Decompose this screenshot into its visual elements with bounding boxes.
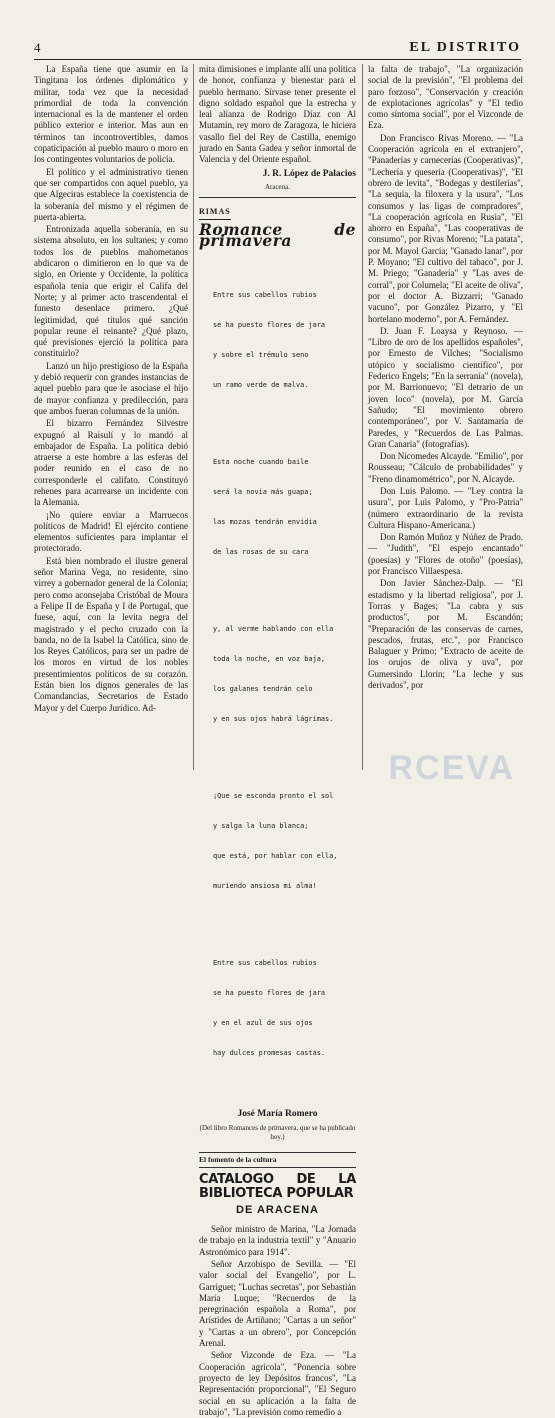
poem-line: de las rosas de su cara (213, 548, 309, 557)
page-header (34, 38, 521, 56)
poem-line: las mozas tendrán envidia (213, 518, 317, 527)
column-2 (199, 64, 356, 1417)
poem-line: muriendo ansiosa mi alma! (213, 882, 317, 891)
header-rule (34, 59, 521, 60)
archive-watermark: RCEVA (388, 749, 515, 787)
poem-line: Entre sus cabellos rubios (213, 291, 317, 300)
poem-line: hay dulces promesas castas. (213, 1049, 326, 1058)
poem-body (199, 250, 356, 1105)
article-paragraph: ¡No quiere enviar a Marruecos políticos de Madrid! El ejército contiene elementos suficientes para implantar el protectorado. (34, 509, 188, 554)
article-paragraph: La España tiene que asumir en la Tingitana los órdenes diplomático y militar, toda vez que la necesidad primordial de toda la convención internacional es la de mantener el orden público exterior e interior. Mas aun en términos tan incontrovertibles, damos copaticipación al pueblo mauro o moro en los contingentes voluntarios de policía. (34, 64, 188, 165)
poem-stanza (213, 270, 356, 410)
poem-stanza (213, 938, 356, 1078)
article-continuation: mita dimisiones e implante allí una política de honor, confianza y bienestar para el pueblo hermano. Sírvase tener presente el digno soldado español que la estrecha y leal alianza de Rodrigo Díaz con Al Mutamin, rey moro de Zaragoza, le hiciera vasallo fiel del Rey de Castilla, enemigo jurado en Santa Gadea y señor inmortal de Valencia y del Oriente español. (199, 64, 356, 165)
article-location: Aracena. (264, 182, 291, 191)
column-separator-1 (193, 64, 194, 770)
poem-line: ¡Que se esconda pronto el sol (213, 792, 334, 801)
column-1 (34, 64, 188, 770)
poem-line: Esta noche cuando baile (213, 458, 309, 467)
poem-note: (Del libro Romances de primavera, que se ha publicado hoy.) (199, 1124, 356, 1142)
catalog-title: CATALOGO DE LA BIBLIOTECA POPULAR (199, 1171, 356, 1201)
catalog-paragraph: D. Juan F. Loaysa y Reynoso. — "Libro de oro de los apellidos españoles", por Ernesto de Vilches; "Socialismo utópico y socialismo científico", por Federico Engels; "En la serranía" (novela), por M. Barrionuevo; "El detrario de un joven loco" (novela), por M. García Sañudo; "El movimiento obrero contemporáneo", por V. Santamaría de Paredes, y "Recuerdos de Las Palmas. Gran Canaria" (fotografías). (368, 325, 523, 449)
column-separator-2 (362, 64, 363, 770)
catalog-paragraph: Don Luis Palomo. — "Ley contra la usura", por Luis Palomo, y "Pro-Patria" (número extraordinario de la revista Cultura Hispano-Americana.) (368, 485, 523, 530)
catalog-paragraph: Don Javier Sánchez-Dalp. — "El estadismo y la libertad religiosa", por J. Torras y Bages; "La cabra y sus productos", por M. Escandón; "Preparación de las conservas de carnes, pescados, frutas, etc.", por Francisco Balaguer y Primo; "Extracto de aceite de los orujos de oliva y uva", por Gumersindo Llorín; "La leche y sus derivados", por (368, 578, 523, 691)
poem-line: y salga la luna blanca; (213, 822, 309, 831)
poem-line: se ha puesto flores de jara (213, 989, 326, 998)
catalog-paragraph: Don Francisco Rivas Moreno. — "La Cooperación agrícola en el extranjero", "Panaderías y carnecerías (Cooperativas)", "Lechería y quesería (Cooperativas)", "El obrero de levita", "Bodegas y destilerías", "La sequía, la filoxera y la usura", "Los consumos y las ligas de compradores", "La cooperación agrícola en Rusia", "El ahorro en España", "Las cooperativas de consumo", por Rivas Moreno; "La patata", por M. Mayol García; "Ganado lanar", por P. Moyano; "El cultivo del tabaco", por J. M. Priego; "Ganadería" y "Las aves de corral", por Columela; "El aceite de oliva", por el doctor A. Bizzarri; "Ganado vacuno", por González Pizarro, y "El hortelano moderno", por A. Fernández. (368, 132, 523, 324)
section-label-fomento: El fomento de la cultura (199, 1152, 356, 1167)
poem-line: que está, por hablar con ella, (213, 852, 338, 861)
poem-stanza (213, 604, 356, 744)
page-number: 4 (34, 40, 41, 55)
poem-title: Romance de primavera (199, 219, 356, 250)
poem-line: será la novia más guapa; (213, 488, 313, 497)
catalog-paragraph: Don Ramón Muñoz y Núñez de Prado. — "Judith", "El espejo encantado" (poesías) y "Flores de otoño" (poesías), por Francisco Villaespesa. (368, 532, 523, 577)
article-signature: J. R. López de Palacios (262, 168, 356, 179)
catalog-paragraph: Señor Vizconde de Eza. — "La Cooperación agrícola", "Ponencia sobre proyecto de ley Depósitos francos", "La Representación proporcional", "El Seguro social en su aplicación a la falta de trabajo", "La previsión como remedio a (199, 1350, 356, 1417)
poem-line: y en sus ojos habrá lágrimas. (213, 715, 334, 724)
poem-signature: José María Romero (237, 1109, 318, 1120)
catalog-paragraph: Señor Arzobispo de Sevilla. — "El valor social del Evangelio", por L. Garriguet; "Luchas secretas", por Sebastián María Luque; "Recuerdos de la peregrinación española a Roma", por Arístides de Artiñano; "Cartas a un señor" y "Cartas a un obrero", por Concepción Arenal. (199, 1258, 356, 1349)
section-label-rimas: RIMAS (199, 206, 231, 219)
divider (199, 197, 356, 198)
article-paragraph: El bizarro Fernández Silvestre expugnó al Raisulí y lo mandó al embajador de España. La política debió atraerse a este hombre a las esferas del poder reunido en el caso de no corresponderle el califato. Constituyó rehenes para acarrearse un incidente con la Alemania. (34, 418, 188, 508)
poem-line: un ramo verde de malva. (213, 381, 309, 390)
poem-line: se ha puesto flores de jara (213, 321, 326, 330)
poem-line: y en el azul de sus ojos (213, 1019, 313, 1028)
catalog-paragraph: Don Nicomedes Alcayde. "Emilio", por Rousseau; "Cálculo de probabilidades" y "Freno dinamométrico", por N. Alcayde. (368, 451, 523, 484)
poem-line: y sobre el trémulo seno (213, 351, 309, 360)
poem-line: toda la noche, en voz baja, (213, 655, 326, 664)
publication-title: EL DISTRITO (409, 40, 521, 55)
poem-stanza (213, 437, 356, 577)
catalog-subtitle: DE ARACENA (236, 1203, 319, 1216)
catalog-paragraph: la falta de trabajo", "La organización social de la previsión", "El problema del paro forzoso", "Conservación y creación de explotaciones agrícolas" y "El tedio como síntoma social", por el Vizconde de Eza. (368, 64, 523, 131)
article-paragraph: Entronizada aquella soberanía, en su sistema absoluto, en los sultanes; y como todos los de pueblos mahometanos abdicaron o dimitieron en lo que va de siglo, en Oriente y Occidente, la política española tenía que erigir el Califa del Norte; y al primer acto trascendental el funesto desenlace primero. ¿Qué legitimidad, qué títulos qué sanción popular reune el reinante? ¿Qué plazo, qué previsiones ejerció la política para constituirlo? (34, 224, 188, 359)
article-paragraph: El político y el administrativo tienen que ser compartidos con aquel pueblo, ya que Algeciras establece la coexistencia de la soberanía del mismo y el régimen de puerta-abierta. (34, 166, 188, 222)
poem-stanza (213, 771, 356, 911)
catalog-paragraph: Señor ministro de Marina, "La Jornada de trabajo en la industria textil" y "Anuario Astronómico para 1914". (199, 1224, 356, 1257)
poem-line: los galanes tendrán celo (213, 685, 313, 694)
poem-line: Entre sus cabellos rubios (213, 959, 317, 968)
article-paragraph: Está bien nombrado el ilustre general señor Marina Vega, no residente, sino virrey a gobernador general de la Colonia; pero como aconsejaba Cristóbal de Moura a Felipe II de España y I de Portugal, que fuese, aquí, con la levita negra del magistrado y el pecho cruzado con la banda, no de la Isabel la Católica, sino de los Reyes Católicos, para ser un padre de los moros en virtud de los nobles presentimientos políticos de su corazón. Están bien los dignos generales de las Comandancias, Secretarios de Estado Mayor y del Cuerpo Jurídico. Ad- (34, 555, 188, 713)
article-paragraph: Lanzó un hijo prestigioso de la España y debió requerir con grandes instancias de aquel pueblo para que le asociase el hijo de mayor confianza y predilección, para que ambos fueran columnas de la unión. (34, 360, 188, 416)
column-3 (368, 64, 523, 770)
poem-line: y, al verme hablando con ella (213, 625, 334, 634)
